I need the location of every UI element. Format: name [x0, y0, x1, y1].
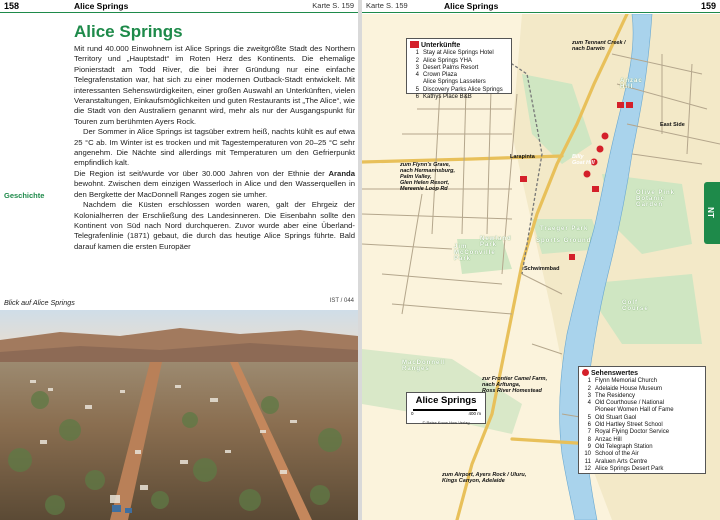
label-newland-park: Newland Park	[480, 236, 512, 248]
left-header-rule	[0, 12, 358, 13]
sights-number: 7	[587, 429, 591, 436]
sights-name: Pioneer Women Hall of Fame	[595, 407, 674, 414]
label-traeger-park: Traeger Park	[540, 226, 589, 232]
label-east-side: East Side	[660, 122, 685, 128]
sights-list	[582, 378, 702, 473]
sights-name: Adelaide House Museum	[595, 385, 663, 392]
sights-name: Alice Springs Desert Park	[595, 465, 664, 472]
sights-item	[582, 400, 702, 407]
photo-caption: Blick auf Alice Springs	[4, 298, 75, 307]
sights-name: Old Courthouse / National	[595, 400, 665, 407]
map-copyright: © Reise Know-How Verlag	[422, 420, 470, 425]
label-larapinta: Larapinta	[510, 154, 535, 160]
sights-number: 8	[587, 436, 591, 443]
sights-number: 2	[587, 385, 591, 392]
sights-item	[582, 378, 702, 385]
accommodation-name: Stay at Alice Springs Hotel	[423, 50, 494, 57]
sights-item	[582, 437, 702, 444]
scale-end: 400 m	[468, 411, 481, 416]
sights-number: 6	[587, 422, 591, 429]
sights-number: 9	[587, 443, 591, 450]
sights-number: 11	[584, 458, 591, 465]
label-jim-mcconville-park: Jim McConville Park	[454, 244, 496, 262]
sight-marker-1	[602, 133, 609, 140]
sights-item	[582, 422, 702, 429]
hotel-marker-4	[592, 186, 599, 192]
accommodation-name: Alice Springs Lasseters	[423, 79, 486, 86]
accommodation-item	[410, 87, 508, 94]
history-side-label: Geschichte	[4, 191, 45, 200]
label-schwimmbad: Schwimmbad	[524, 266, 560, 272]
right-map-ref: Karte S. 159	[366, 1, 408, 10]
photo-credit: IST / 044	[329, 298, 354, 304]
accommodation-name: Discovery Parks Alice Springs	[423, 86, 503, 93]
accommodation-item	[410, 79, 508, 86]
sights-item	[582, 466, 702, 473]
label-macdonnell-ranges: MacDonnell Ranges	[402, 360, 446, 372]
left-page	[0, 0, 358, 520]
sights-name: Flynn Memorial Church	[595, 378, 658, 385]
accommodation-heading: Unterkünfte	[410, 41, 508, 49]
sight-marker-2	[597, 146, 604, 153]
accommodation-item	[410, 72, 508, 79]
history-text-start: Die Region ist seit/wurde vor über 30.000 Jahren von der Ethnie der	[74, 168, 329, 178]
sights-item	[582, 451, 702, 458]
left-page-number: 158	[4, 1, 20, 11]
accommodation-item	[410, 94, 508, 101]
article-body	[74, 44, 355, 252]
accommodation-list	[410, 50, 508, 101]
history-paragraph	[74, 169, 355, 200]
sights-number: 12	[584, 465, 591, 472]
sights-name: Anzac Hill	[595, 436, 622, 443]
map-title-box	[406, 392, 486, 424]
left-map-ref: Karte S. 159	[312, 1, 354, 10]
sight-marker-4	[584, 171, 591, 178]
label-tennant-creek: zum Tennant Creek / nach Darwin	[572, 40, 626, 52]
sights-name: Old Stuart Gaol	[595, 414, 637, 421]
accommodation-item	[410, 58, 508, 65]
sights-item	[582, 386, 702, 393]
sights-name: School of the Air	[595, 451, 639, 458]
scale-bar	[413, 409, 477, 411]
accommodation-number: 1	[415, 50, 419, 57]
sights-name: Royal Flying Doctor Service	[595, 429, 670, 436]
map-title: Alice Springs	[415, 395, 477, 406]
hotel-marker-3	[520, 176, 527, 182]
hotel-marker-2	[626, 102, 633, 108]
left-header	[0, 0, 358, 12]
aerial-photo	[0, 310, 358, 520]
accommodation-name: Alice Springs YHA	[423, 57, 472, 64]
right-page	[362, 0, 720, 520]
accommodation-number: 2	[415, 57, 419, 64]
sights-item	[582, 407, 702, 414]
sights-number: 1	[587, 378, 591, 385]
accommodation-number: 6	[415, 94, 419, 101]
accommodation-name: Crown Plaza	[423, 72, 458, 79]
label-botanic-garden: Olive Pink Botanic Garden	[636, 190, 676, 208]
label-anzac-hill: Anzac Hill	[620, 78, 643, 90]
label-billy-goat-hill: Billy Goat Hill	[572, 154, 595, 166]
right-running-title: Alice Springs	[444, 1, 499, 11]
page-title: Alice Springs	[74, 22, 183, 41]
right-header	[362, 0, 720, 12]
label-flynns-grave: zum Flynn's Grave, nach Hermannsburg, Palm Valley, Glen Helen Resort, Mereenie Loop Rd	[400, 162, 456, 192]
history-bold-term: Aranda	[328, 168, 355, 178]
sights-name: Araluen Arts Centre	[595, 458, 648, 465]
history-text-end: bewohnt. Zwischen dem einzigen Wasserloch in Alice und den Wasserquellen in den Bergkette der MacDonnell Ranges zogen sie umher.	[74, 179, 355, 199]
sights-legend	[578, 366, 706, 474]
sights-heading: Sehenswertes	[582, 369, 702, 377]
thumb-tab	[704, 182, 720, 244]
sights-item	[582, 429, 702, 436]
hotel-marker-5	[569, 254, 575, 260]
accommodation-legend	[406, 38, 512, 101]
history-paragraph-2: Nachdem die Küsten erschlossen worden waren, galt der Ehrgeiz der Kolonialherren der Erschließung des Landesinneren. Die Eisenbahn sollte den Kontinent von Süd nach Nord durchqueren. Zuvor wurde aber eine Überland-Telegrafenlinie (1871) gebaut, die durch das heutige Alice Springs führte. Bald darauf kamen die ersten Europäer	[74, 200, 355, 251]
accommodation-number: 4	[415, 72, 419, 79]
intro-paragraph: Mit rund 40.000 Einwohnern ist Alice Springs die zweitgrößte Stadt des Northern Territory und „Hauptstadt“ im Roten Herz des Kontinents. Die ehemalige Pionierstadt am Todd River, die bei ihrer Gründung nur eine einfache Telegrafenstation war, hat sich zu einer modernen Outback-Stadt entwickelt. Mit interessanten Sehenswürdigkeiten, einer großen Auswahl an Unterkünften, vielen Veranstaltungen, Einkaufsmöglichkeiten und guten Restaurants ist „The Alice“, wie die Stadt von den Australiern genannt wird, mehr als nur der Ausgangspunkt für Touren zum berühmten Ayers Rock.	[74, 44, 355, 126]
accommodation-item	[410, 65, 508, 72]
sights-name: Old Hartley Street School	[595, 422, 663, 429]
sights-name: The Residency	[595, 392, 636, 399]
thumb-tab-label: NT	[705, 207, 715, 218]
label-sports-ground: Sports Ground	[536, 238, 592, 244]
label-golf-course: Golf Course	[622, 300, 649, 312]
sights-item	[582, 415, 702, 422]
label-airport: zum Airport, Ayers Rock / Uluru, Kings Canyon, Adelaide	[442, 472, 527, 484]
sights-item	[582, 393, 702, 400]
accommodation-number: 3	[415, 64, 419, 71]
left-running-title: Alice Springs	[74, 1, 129, 11]
hotel-marker-1	[617, 102, 624, 108]
sights-item	[582, 444, 702, 451]
sights-number: 10	[584, 451, 591, 458]
right-page-number: 159	[700, 1, 716, 11]
accommodation-number: 5	[415, 86, 419, 93]
right-header-rule	[362, 12, 720, 13]
accommodation-item	[410, 50, 508, 57]
accommodation-name: Desert Palms Resort	[423, 64, 479, 71]
sights-number: 5	[587, 414, 591, 421]
label-camel-farm: zur Frontier Camel Farm, nach Arltunga, Ross River Homestead	[482, 376, 548, 394]
climate-paragraph: Der Sommer in Alice Springs ist tagsüber extrem heiß, nachts kühlt es auf etwa 25 °C ab. Im Winter ist es trocken und mit Tagestemperaturen von 20–25 °C sehr angenehm. Die Nächte sind allerdings mit Temperaturen um den Gefrierpunkt empfindlich kalt.	[74, 127, 355, 168]
hotel-icon	[410, 41, 419, 48]
sights-name: Old Telegraph Station	[595, 443, 653, 450]
sights-number: 3	[587, 392, 591, 399]
sights-number: 4	[587, 400, 591, 407]
accommodation-name: Kathys Place B&B	[423, 94, 472, 101]
sights-item	[582, 459, 702, 466]
scale-start: 0	[411, 411, 414, 416]
sight-icon	[582, 369, 589, 376]
